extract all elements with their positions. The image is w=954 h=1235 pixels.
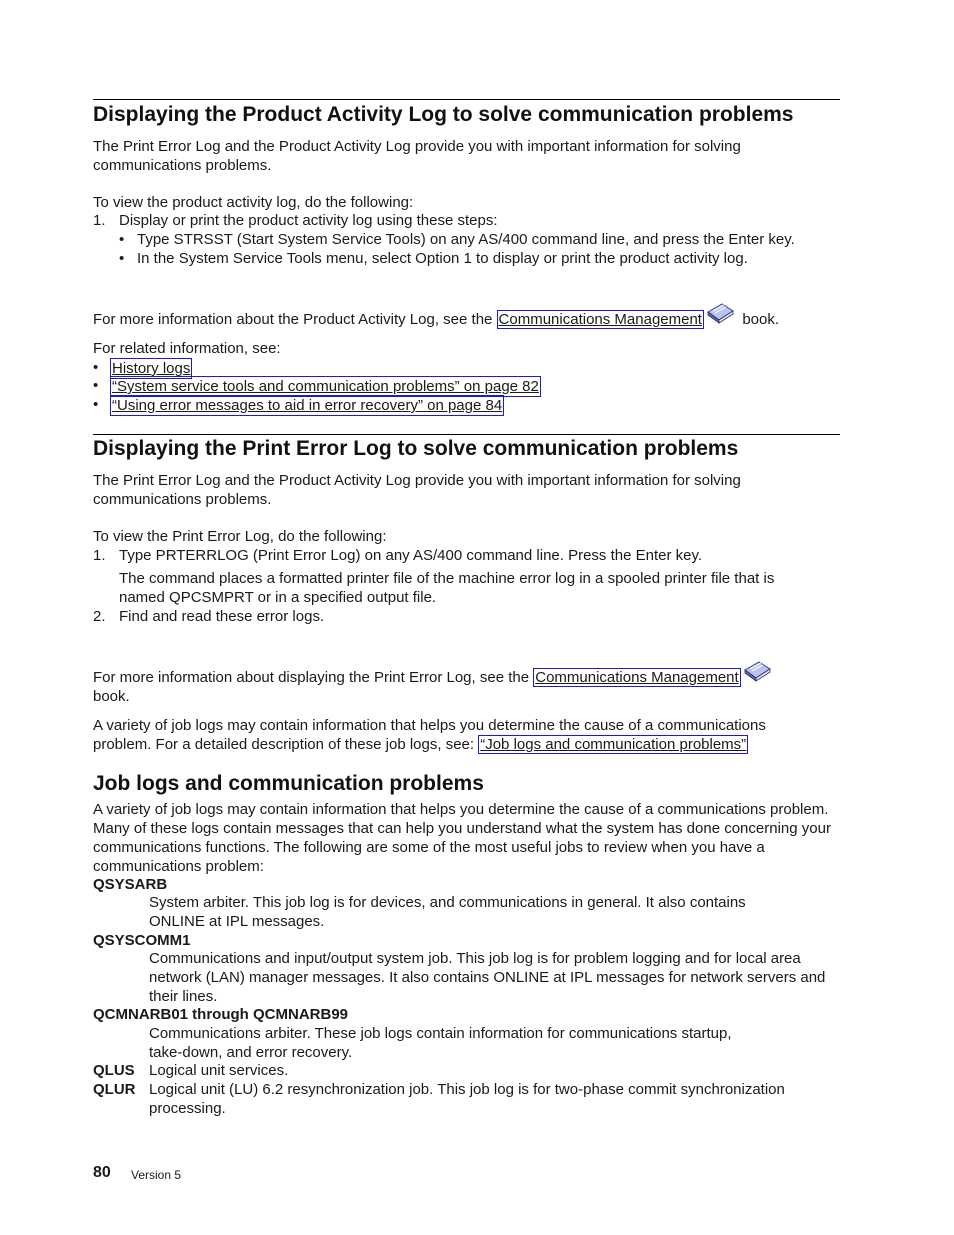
book-icon — [706, 302, 734, 324]
section-rule-2 — [93, 434, 840, 435]
section-rule-1 — [93, 99, 840, 100]
section1-bullet1: Type STRSST (Start System Service Tools) on any AS/400 command line, and press the Enter key. — [137, 231, 795, 248]
more-info-text: For more information about the Product Activity Log, see the — [93, 311, 497, 328]
step-number: 1. — [93, 212, 106, 229]
section1-view-intro: To view the product activity log, do the following: — [93, 194, 414, 211]
section-title-product-activity-log: Displaying the Product Activity Log to solve communication problems — [93, 103, 794, 126]
definition-qsysarb: System arbiter. This job log is for devices, and communications in general. It also contains ONLINE at IPL messages. — [149, 894, 746, 930]
section2-more-info — [93, 660, 840, 706]
section2-view-intro: To view the Print Error Log, do the following: — [93, 528, 387, 545]
section2-variety — [93, 716, 813, 754]
section2-intro: The Print Error Log and the Product Activity Log provide you with important information for solving communications problems. — [93, 472, 741, 508]
term-qsysarb: QSYSARB — [93, 876, 168, 893]
term-qlus: QLUS — [93, 1062, 135, 1079]
definition-qcmnarb: Communications arbiter. These job logs contain information for communications startup, take-down, and error recovery. — [149, 1025, 732, 1061]
history-logs-link[interactable]: History logs — [112, 360, 191, 377]
section2-step2: Find and read these error logs. — [119, 608, 325, 625]
bullet: • — [119, 231, 125, 248]
bullet: • — [93, 377, 99, 394]
communications-management-link[interactable]: Communications Management — [498, 311, 702, 328]
term-qlur: QLUR — [93, 1081, 136, 1098]
section-title-print-error-log: Displaying the Print Error Log to solve communication problems — [93, 437, 739, 460]
page-number: 80 — [93, 1164, 111, 1181]
more-info-text: For more information about displaying the Print Error Log, see the — [93, 669, 534, 686]
more-info-book-text: book. — [93, 688, 130, 705]
bullet: • — [119, 250, 125, 267]
section1-intro: The Print Error Log and the Product Activity Log provide you with important information for solving communications problems. — [93, 138, 741, 174]
system-service-tools-link[interactable]: “System service tools and communication problems” on page 82 — [112, 378, 539, 395]
section2-step1: Type PRTERRLOG (Print Error Log) on any AS/400 command line. Press the Enter key. — [119, 547, 703, 564]
section1-more-info — [93, 302, 840, 329]
error-messages-link[interactable]: “Using error messages to aid in error recovery” on page 84 — [112, 397, 503, 414]
more-info-book-text: book. — [742, 311, 780, 328]
section1-step1: Display or print the product activity log using these steps: — [119, 212, 498, 229]
bullet: • — [93, 396, 99, 413]
communications-management-link[interactable]: Communications Management — [535, 669, 739, 686]
section-title-job-logs: Job logs and communication problems — [93, 772, 484, 795]
bullet: • — [93, 359, 99, 376]
job-logs-link[interactable]: “Job logs and communication problems” — [480, 736, 747, 753]
section2-step1-detail: The command places a formatted printer file of the machine error log in a spooled printer file that is named QPCSMPRT or in a specified output file. — [119, 570, 775, 606]
definition-qlur: Logical unit (LU) 6.2 resynchronization job. This job log is for two-phase commit synchronization processing. — [149, 1081, 785, 1117]
definition-qsyscomm1: Communications and input/output system job. This job log is for problem logging and for local area network (LAN) manager messages. It also contains ONLINE at IPL messages for network servers and their lines. — [149, 950, 826, 1005]
section3-intro: A variety of job logs may contain information that helps you determine the cause of a communications problem. Many of these logs contain messages that can help you understand what the system has done concerning your communications functions. The following are some of the most useful jobs to review when you have a communications problem: — [93, 801, 831, 875]
definition-qlus: Logical unit services. — [149, 1062, 289, 1079]
term-qcmnarb: QCMNARB01 through QCMNARB99 — [93, 1006, 348, 1023]
related-info-heading: For related information, see: — [93, 340, 281, 357]
section1-bullet2: In the System Service Tools menu, select Option 1 to display or print the product activity log. — [137, 250, 748, 267]
version-label: Version 5 — [131, 1168, 182, 1182]
term-qsyscomm1: QSYSCOMM1 — [93, 932, 191, 949]
step-number: 1. — [93, 547, 106, 564]
step-number: 2. — [93, 608, 106, 625]
book-icon — [743, 660, 771, 682]
variety-text: A variety of job logs may contain information that helps you determine the cause of a communications problem. For a detailed description of these job logs, see: — [93, 717, 766, 753]
